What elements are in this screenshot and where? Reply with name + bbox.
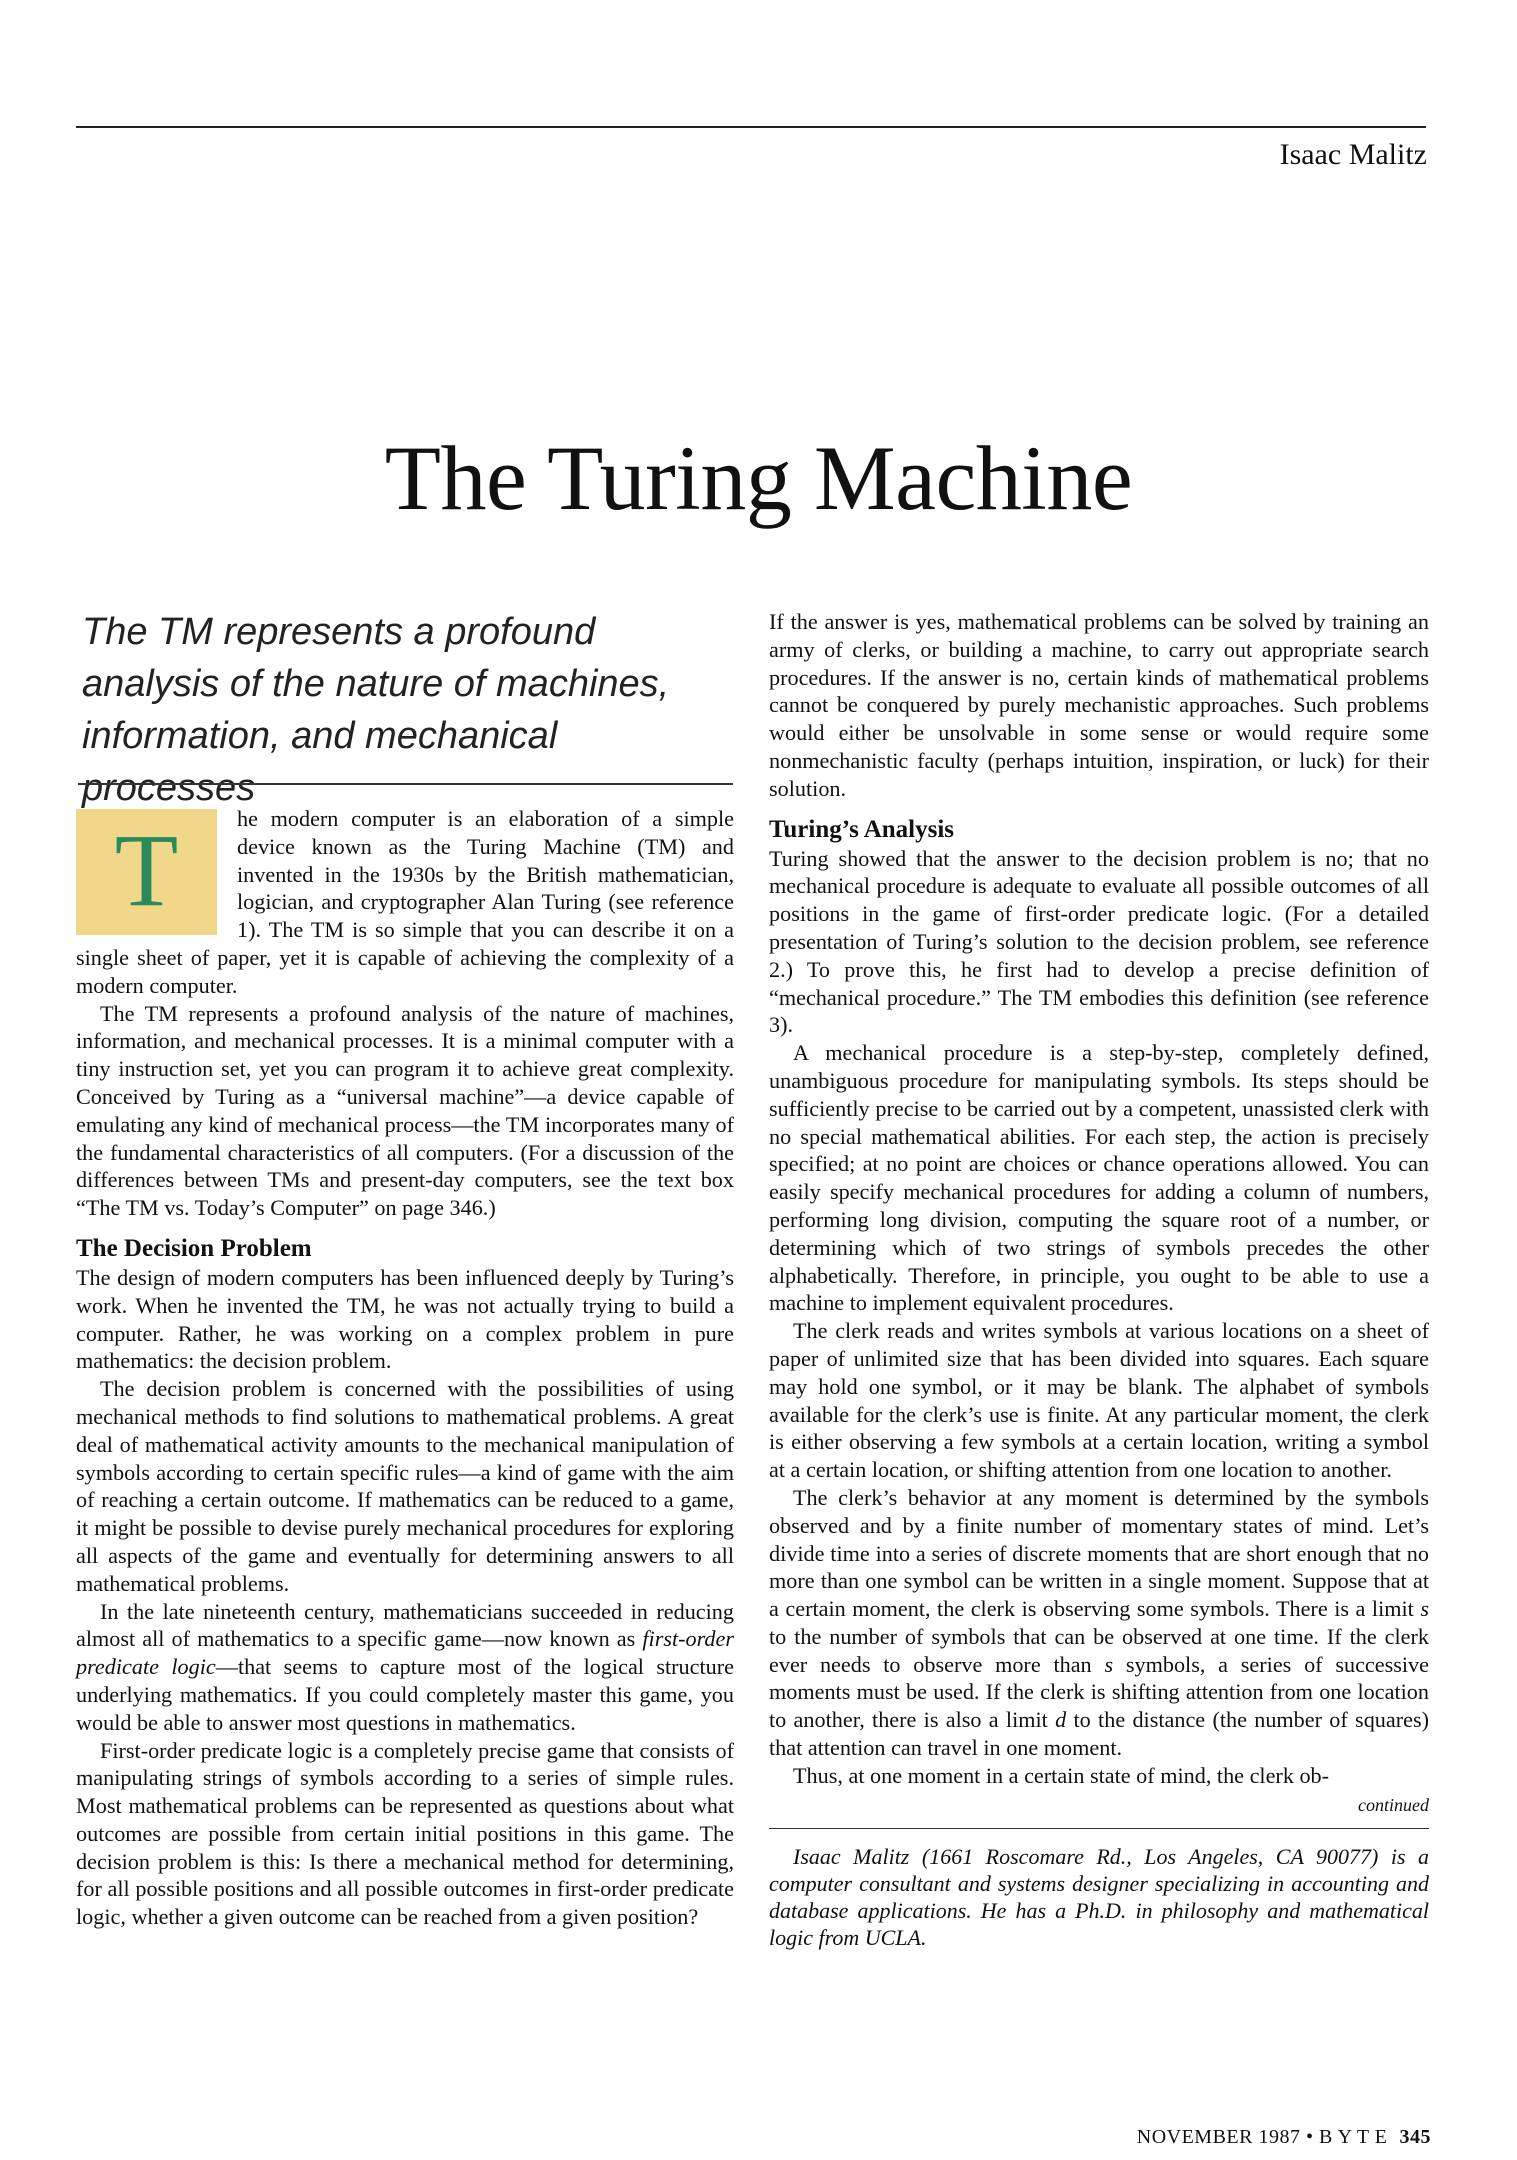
intro-paragraph-2: The TM represents a profound analysis of the nature of machines, information, and mechanical processes. It is a minimal computer with a tiny instruction set, yet you can program it to achieve great complexity. Conceived by Turing as a “universal machine”—a device capable of emulating any kind of mechanical process—the TM incorporates many of the fundamental characteristics of all computers. (For a discussion of the differences between TMs and present-day computers, see the text box “The TM vs. Today’s Computer” on page 346.)	[76, 1000, 734, 1221]
decision-paragraph-3: In the late nineteenth century, mathematicians succeeded in reducing almost all of mathematics to a specific game—now known as first-order predicate logic—that seems to capture most of the logical structure underlying mathematics. If you could completely master this game, you would be able to answer most questions in mathematics.	[76, 1598, 734, 1735]
drop-cap: T	[76, 809, 217, 935]
answer-paragraph: If the answer is yes, mathematical problems can be solved by training an army of clerks, or building a machine, to carry out appropriate search procedures. If the answer is no, certain kinds of mathematical problems cannot be conquered by purely mechanistic approaches. Such problems would either be unsolvable in some sense or would require some nonmechanistic faculty (perhaps intuition, inspiration, or luck) for their solution.	[769, 609, 1429, 801]
decision-paragraph-4: First-order predicate logic is a completely precise game that consists of manipulating strings of symbols according to a series of simple rules. Most mathematical problems can be represented as questions about what outcomes are possible from certain initial positions in this game. The decision problem is this: Is there a mechanical method for determining, for all possible positions and all possible outcomes in first-order predicate logic, whether a given outcome can be reached from a given position?	[76, 1737, 734, 1930]
heading-decision-problem: The Decision Problem	[76, 1234, 312, 1262]
continued-label: continued	[1358, 1794, 1429, 1815]
analysis-paragraph-1: Turing showed that the answer to the decision problem is no; that no mechanical procedure is adequate to evaluate all possible outcomes of all positions in the game of first-order predicate logic. (For a detailed presentation of Turing’s solution to the decision problem, see reference 2.) To prove this, he first had to develop a precise definition of “mechanical procedure.” The TM embodies this definition (see reference 3).	[769, 845, 1429, 1038]
deck-subtitle: The TM represents a profound analysis of the nature of machines, information, and mechanical processes	[82, 611, 670, 809]
page-number: 345	[1399, 2126, 1431, 2148]
author-name: Isaac Malitz	[1279, 138, 1427, 171]
left-column	[76, 805, 734, 1931]
analysis-paragraph-3: The clerk reads and writes symbols at various locations on a sheet of paper of unlimited size that has been divided into squares. Each square may hold one symbol, or it may be blank. The alphabet of symbols available for the clerk’s use is finite. At any particular moment, the clerk is either observing a few symbols at a certain location, writing a symbol at a certain location, or shifting attention from one location to another.	[769, 1318, 1429, 1483]
page-footer	[1137, 2126, 1431, 2149]
decision-paragraph-1: The design of modern computers has been influenced deeply by Turing’s work. When he invented the TM, he was not actually trying to build a computer. Rather, he was working on a complex problem in pure mathematics: the decision problem.	[76, 1264, 734, 1374]
author-bio: Isaac Malitz (1661 Roscomare Rd., Los Angeles, CA 90077) is a computer consultant and systems designer specializing in accounting and database applications. He has a Ph.D. in philosophy and mathematical logic from UCLA.	[769, 1843, 1429, 1950]
bio-rule	[769, 1828, 1429, 1829]
analysis-paragraph-2: A mechanical procedure is a step-by-step, completely defined, unambiguous procedure for manipulating symbols. Its steps should be sufficiently precise to be carried out by a competent, unassisted clerk with no special mathematical abilities. For each step, the action is precisely specified; at no point are choices or chance operations allowed. You can easily specify mechanical procedures for adding a column of numbers, performing long division, computing the square root of a number, or determining which of two strings of symbols precedes the other alphabetically. Therefore, in principle, you ought to be able to use a machine to implement equivalent procedures.	[769, 1040, 1429, 1316]
right-column	[769, 608, 1429, 1951]
deck-rule	[78, 783, 733, 785]
analysis-paragraph-4: The clerk’s behavior at any moment is determined by the symbols observed and by a finite number of momentary states of mind. Let’s divide time into a series of discrete moments that are short enough that no more than one symbol can be written in a single moment. Suppose that at a certain moment, the clerk is observing some symbols. There is a limit s to the number of symbols that can be observed at one time. If the clerk ever needs to observe more than s symbols, a series of successive moments must be used. If the clerk is shifting attention from one location to another, there is also a limit d to the distance (the number of squares) that attention can travel in one moment.	[769, 1484, 1429, 1761]
heading-turings-analysis: Turing’s Analysis	[769, 815, 955, 843]
issue-label: NOVEMBER 1987 • B Y T E	[1136, 2126, 1388, 2148]
decision-paragraph-2: The decision problem is concerned with the possibilities of using mechanical methods to find solutions to mathematical problems. A great deal of mathematical activity amounts to the mechanical manipulation of symbols according to certain specific rules—a kind of game with the aim of reaching a certain outcome. If mathematics can be reduced to a game, it might be possible to devise purely mechanical procedures for exploring all aspects of the game and eventually for determining answers to all mathematical problems.	[76, 1376, 734, 1596]
analysis-paragraph-5: Thus, at one moment in a certain state of mind, the clerk ob-	[793, 1762, 1330, 1788]
intro-paragraph-1: T he modern computer is an elaboration of a simple device known as the Turing Machine (TM) and invented in the 1930s by the British mathematician, logician, and cryptographer Alan Turing (see reference 1). The TM is so simple that you can describe it on a single sheet of paper, yet it is capable of achieving the complexity of a modern computer.	[76, 806, 734, 998]
header-rule	[76, 126, 1426, 128]
page-title: The Turing Machine	[384, 427, 1133, 529]
